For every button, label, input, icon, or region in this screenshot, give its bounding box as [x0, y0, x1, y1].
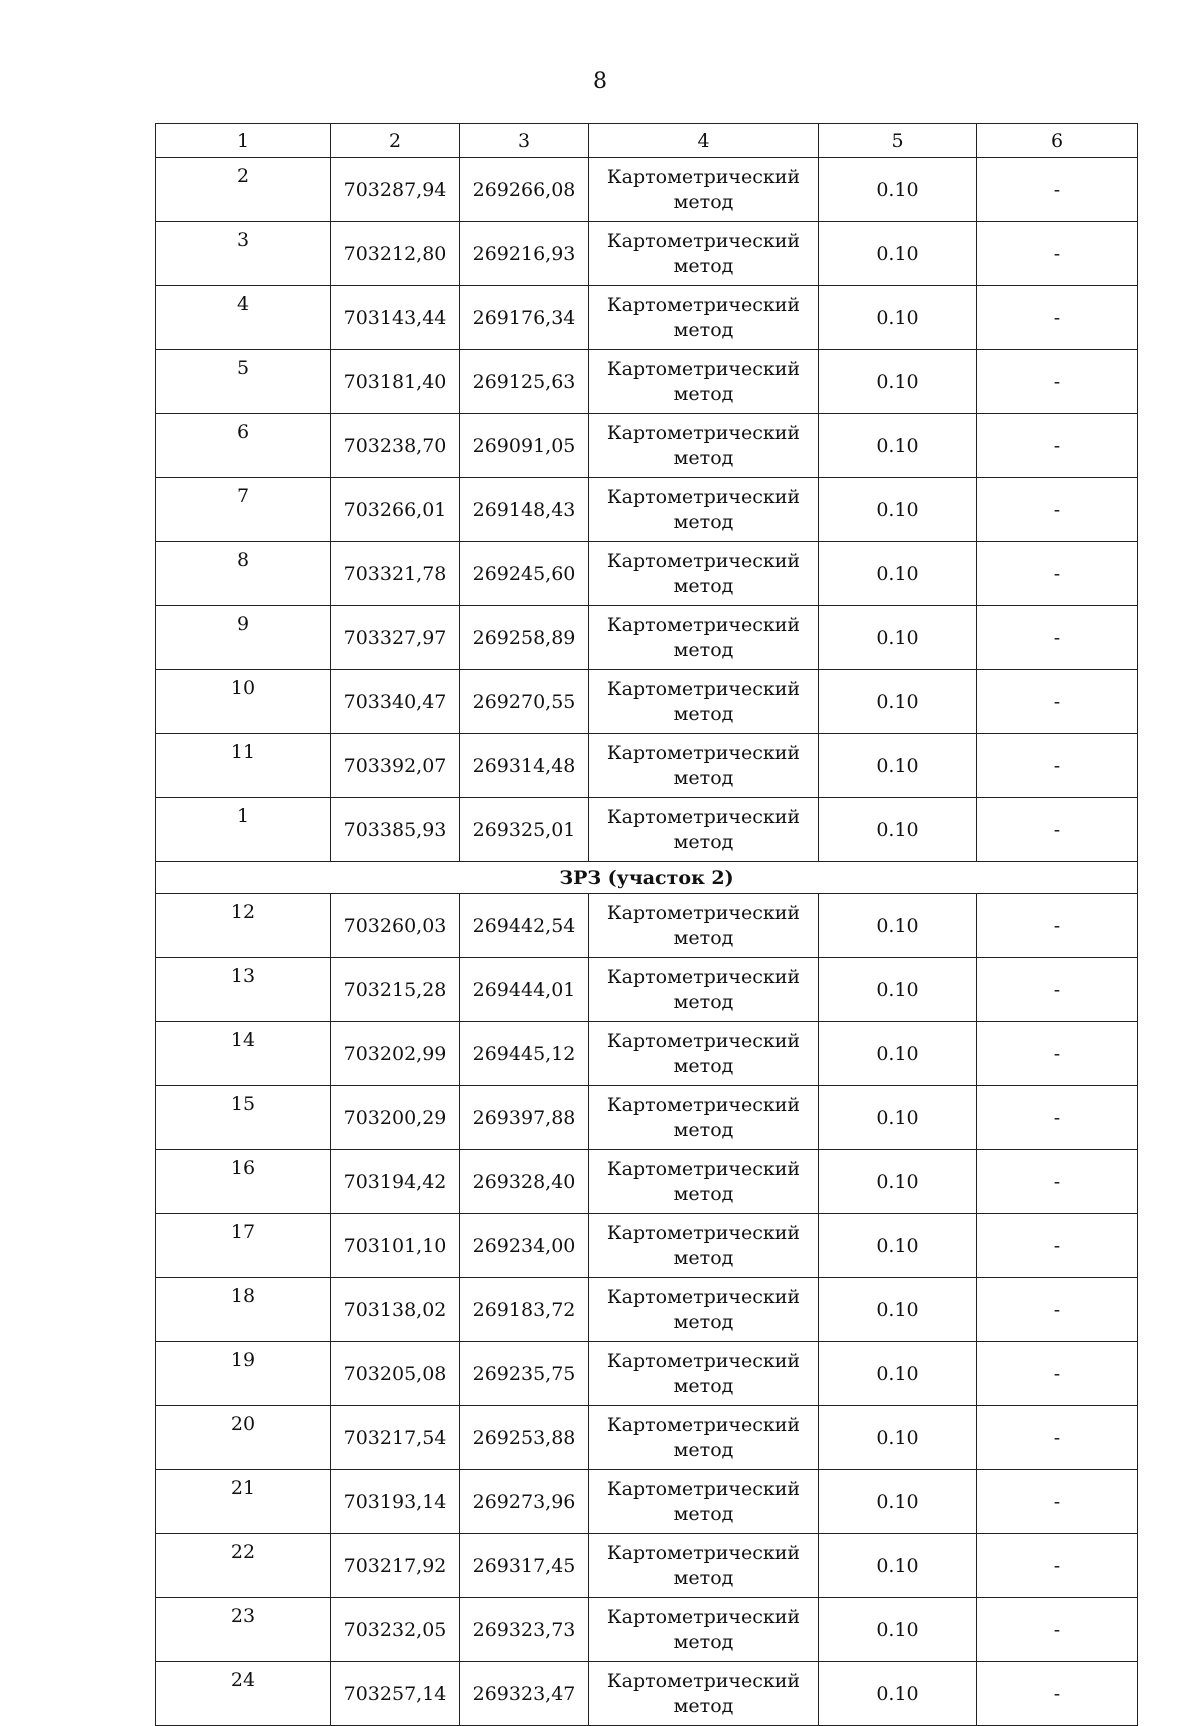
y-coordinate-cell: 269273,96 [460, 1470, 589, 1534]
note-cell: - [977, 1470, 1138, 1534]
y-coordinate-cell: 269445,12 [460, 1022, 589, 1086]
x-coordinate-cell: 703392,07 [331, 734, 460, 798]
x-coordinate-cell: 703232,05 [331, 1598, 460, 1662]
accuracy-cell: 0.10 [819, 734, 977, 798]
x-coordinate-cell: 703215,28 [331, 958, 460, 1022]
y-coordinate-cell: 269245,60 [460, 542, 589, 606]
accuracy-cell: 0.10 [819, 1214, 977, 1278]
table-row [156, 894, 1138, 958]
y-coordinate-cell: 269216,93 [460, 222, 589, 286]
note-cell: - [977, 158, 1138, 222]
x-coordinate-cell: 703321,78 [331, 542, 460, 606]
table-row [156, 1150, 1138, 1214]
table-row [156, 1086, 1138, 1150]
coordinates-table-body [156, 124, 1138, 1726]
method-cell: Картометрический метод [589, 734, 819, 798]
note-cell: - [977, 1342, 1138, 1406]
accuracy-cell: 0.10 [819, 158, 977, 222]
x-coordinate-cell: 703143,44 [331, 286, 460, 350]
note-cell: - [977, 734, 1138, 798]
column-number-row [156, 124, 1138, 158]
y-coordinate-cell: 269258,89 [460, 606, 589, 670]
note-cell: - [977, 286, 1138, 350]
point-number-cell: 4 [156, 286, 331, 350]
table-row [156, 1470, 1138, 1534]
point-number-cell: 23 [156, 1598, 331, 1662]
column-header: 2 [331, 124, 460, 158]
x-coordinate-cell: 703101,10 [331, 1214, 460, 1278]
method-cell: Картометрический метод [589, 542, 819, 606]
table-row [156, 222, 1138, 286]
note-cell: - [977, 478, 1138, 542]
point-number-cell: 17 [156, 1214, 331, 1278]
y-coordinate-cell: 269328,40 [460, 1150, 589, 1214]
x-coordinate-cell: 703217,54 [331, 1406, 460, 1470]
point-number-cell: 6 [156, 414, 331, 478]
method-cell: Картометрический метод [589, 606, 819, 670]
method-cell: Картометрический метод [589, 1086, 819, 1150]
accuracy-cell: 0.10 [819, 670, 977, 734]
y-coordinate-cell: 269397,88 [460, 1086, 589, 1150]
y-coordinate-cell: 269442,54 [460, 894, 589, 958]
point-number-cell: 9 [156, 606, 331, 670]
method-cell: Картометрический метод [589, 1598, 819, 1662]
accuracy-cell: 0.10 [819, 958, 977, 1022]
accuracy-cell: 0.10 [819, 1470, 977, 1534]
x-coordinate-cell: 703385,93 [331, 798, 460, 862]
point-number-cell: 18 [156, 1278, 331, 1342]
point-number-cell: 7 [156, 478, 331, 542]
table-row [156, 798, 1138, 862]
accuracy-cell: 0.10 [819, 286, 977, 350]
y-coordinate-cell: 269270,55 [460, 670, 589, 734]
accuracy-cell: 0.10 [819, 894, 977, 958]
point-number-cell: 1 [156, 798, 331, 862]
y-coordinate-cell: 269176,34 [460, 286, 589, 350]
method-cell: Картометрический метод [589, 478, 819, 542]
method-cell: Картометрический метод [589, 158, 819, 222]
point-number-cell: 16 [156, 1150, 331, 1214]
point-number-cell: 13 [156, 958, 331, 1022]
column-header: 1 [156, 124, 331, 158]
note-cell: - [977, 414, 1138, 478]
note-cell: - [977, 1662, 1138, 1726]
point-number-cell: 14 [156, 1022, 331, 1086]
point-number-cell: 5 [156, 350, 331, 414]
method-cell: Картометрический метод [589, 670, 819, 734]
x-coordinate-cell: 703181,40 [331, 350, 460, 414]
y-coordinate-cell: 269323,73 [460, 1598, 589, 1662]
x-coordinate-cell: 703205,08 [331, 1342, 460, 1406]
x-coordinate-cell: 703327,97 [331, 606, 460, 670]
point-number-cell: 11 [156, 734, 331, 798]
table-row [156, 670, 1138, 734]
x-coordinate-cell: 703260,03 [331, 894, 460, 958]
point-number-cell: 2 [156, 158, 331, 222]
note-cell: - [977, 1086, 1138, 1150]
x-coordinate-cell: 703340,47 [331, 670, 460, 734]
y-coordinate-cell: 269234,00 [460, 1214, 589, 1278]
note-cell: - [977, 894, 1138, 958]
column-header: 3 [460, 124, 589, 158]
column-header: 5 [819, 124, 977, 158]
method-cell: Картометрический метод [589, 222, 819, 286]
table-row [156, 542, 1138, 606]
y-coordinate-cell: 269325,01 [460, 798, 589, 862]
y-coordinate-cell: 269323,47 [460, 1662, 589, 1726]
y-coordinate-cell: 269235,75 [460, 1342, 589, 1406]
method-cell: Картометрический метод [589, 1662, 819, 1726]
table-row [156, 734, 1138, 798]
method-cell: Картометрический метод [589, 1406, 819, 1470]
method-cell: Картометрический метод [589, 1470, 819, 1534]
table-row [156, 958, 1138, 1022]
method-cell: Картометрический метод [589, 958, 819, 1022]
note-cell: - [977, 1406, 1138, 1470]
section-title: ЗРЗ (участок 2) [156, 862, 1138, 894]
accuracy-cell: 0.10 [819, 414, 977, 478]
table-row [156, 1534, 1138, 1598]
coordinates-table [155, 123, 1138, 1726]
x-coordinate-cell: 703202,99 [331, 1022, 460, 1086]
x-coordinate-cell: 703212,80 [331, 222, 460, 286]
point-number-cell: 20 [156, 1406, 331, 1470]
table-row [156, 1342, 1138, 1406]
method-cell: Картометрический метод [589, 286, 819, 350]
accuracy-cell: 0.10 [819, 1534, 977, 1598]
y-coordinate-cell: 269125,63 [460, 350, 589, 414]
note-cell: - [977, 350, 1138, 414]
accuracy-cell: 0.10 [819, 1150, 977, 1214]
accuracy-cell: 0.10 [819, 350, 977, 414]
method-cell: Картометрический метод [589, 1342, 819, 1406]
table-row [156, 478, 1138, 542]
point-number-cell: 19 [156, 1342, 331, 1406]
column-header: 4 [589, 124, 819, 158]
point-number-cell: 24 [156, 1662, 331, 1726]
x-coordinate-cell: 703266,01 [331, 478, 460, 542]
note-cell: - [977, 670, 1138, 734]
method-cell: Картометрический метод [589, 1214, 819, 1278]
x-coordinate-cell: 703194,42 [331, 1150, 460, 1214]
note-cell: - [977, 1150, 1138, 1214]
page-number: 8 [593, 69, 607, 94]
accuracy-cell: 0.10 [819, 542, 977, 606]
accuracy-cell: 0.10 [819, 798, 977, 862]
accuracy-cell: 0.10 [819, 1598, 977, 1662]
table-row [156, 606, 1138, 670]
method-cell: Картометрический метод [589, 414, 819, 478]
point-number-cell: 10 [156, 670, 331, 734]
method-cell: Картометрический метод [589, 894, 819, 958]
y-coordinate-cell: 269444,01 [460, 958, 589, 1022]
y-coordinate-cell: 269253,88 [460, 1406, 589, 1470]
x-coordinate-cell: 703138,02 [331, 1278, 460, 1342]
accuracy-cell: 0.10 [819, 1278, 977, 1342]
x-coordinate-cell: 703287,94 [331, 158, 460, 222]
method-cell: Картометрический метод [589, 1150, 819, 1214]
note-cell: - [977, 958, 1138, 1022]
y-coordinate-cell: 269314,48 [460, 734, 589, 798]
y-coordinate-cell: 269266,08 [460, 158, 589, 222]
method-cell: Картометрический метод [589, 350, 819, 414]
accuracy-cell: 0.10 [819, 1022, 977, 1086]
column-header: 6 [977, 124, 1138, 158]
table-row [156, 1406, 1138, 1470]
x-coordinate-cell: 703200,29 [331, 1086, 460, 1150]
accuracy-cell: 0.10 [819, 606, 977, 670]
note-cell: - [977, 1598, 1138, 1662]
note-cell: - [977, 542, 1138, 606]
accuracy-cell: 0.10 [819, 1406, 977, 1470]
x-coordinate-cell: 703193,14 [331, 1470, 460, 1534]
y-coordinate-cell: 269183,72 [460, 1278, 589, 1342]
y-coordinate-cell: 269091,05 [460, 414, 589, 478]
note-cell: - [977, 1278, 1138, 1342]
table-row [156, 286, 1138, 350]
accuracy-cell: 0.10 [819, 1342, 977, 1406]
note-cell: - [977, 798, 1138, 862]
point-number-cell: 8 [156, 542, 331, 606]
point-number-cell: 12 [156, 894, 331, 958]
y-coordinate-cell: 269148,43 [460, 478, 589, 542]
table-row [156, 1598, 1138, 1662]
table-row [156, 1214, 1138, 1278]
table-row [156, 414, 1138, 478]
note-cell: - [977, 1534, 1138, 1598]
table-row [156, 158, 1138, 222]
accuracy-cell: 0.10 [819, 478, 977, 542]
point-number-cell: 3 [156, 222, 331, 286]
method-cell: Картометрический метод [589, 1022, 819, 1086]
note-cell: - [977, 222, 1138, 286]
x-coordinate-cell: 703217,92 [331, 1534, 460, 1598]
accuracy-cell: 0.10 [819, 1086, 977, 1150]
accuracy-cell: 0.10 [819, 1662, 977, 1726]
note-cell: - [977, 1214, 1138, 1278]
table-row [156, 350, 1138, 414]
x-coordinate-cell: 703238,70 [331, 414, 460, 478]
y-coordinate-cell: 269317,45 [460, 1534, 589, 1598]
x-coordinate-cell: 703257,14 [331, 1662, 460, 1726]
section-title-row [156, 862, 1138, 894]
method-cell: Картометрический метод [589, 1278, 819, 1342]
table-row [156, 1278, 1138, 1342]
table-row [156, 1662, 1138, 1726]
accuracy-cell: 0.10 [819, 222, 977, 286]
note-cell: - [977, 606, 1138, 670]
note-cell: - [977, 1022, 1138, 1086]
method-cell: Картометрический метод [589, 1534, 819, 1598]
point-number-cell: 22 [156, 1534, 331, 1598]
table-row [156, 1022, 1138, 1086]
point-number-cell: 15 [156, 1086, 331, 1150]
method-cell: Картометрический метод [589, 798, 819, 862]
point-number-cell: 21 [156, 1470, 331, 1534]
